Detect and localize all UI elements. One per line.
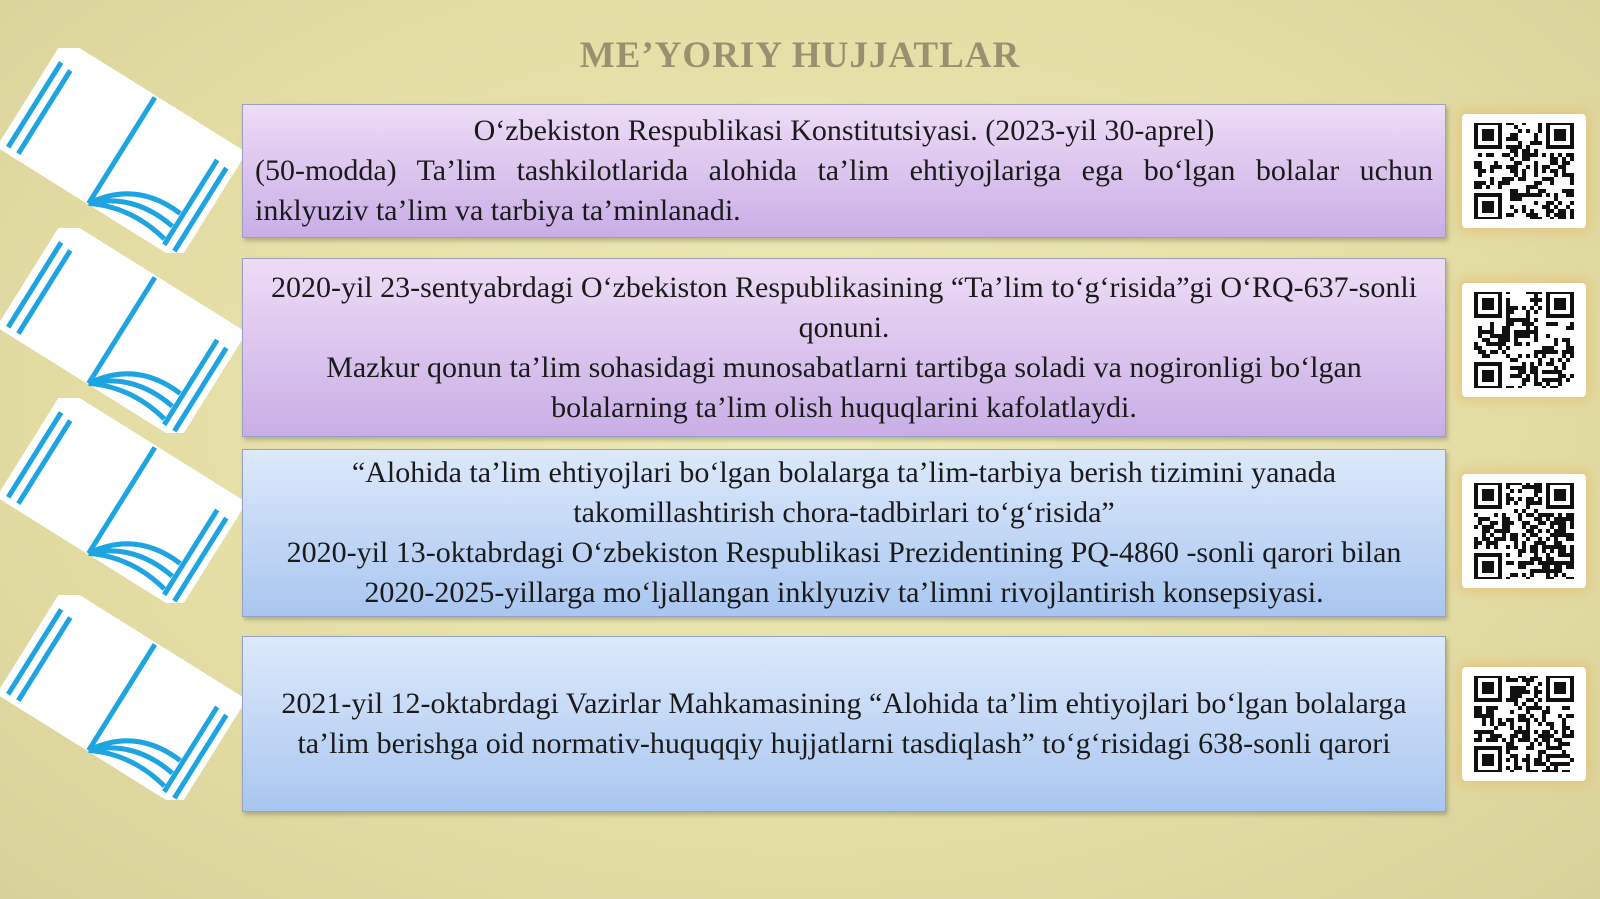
document-heading: O‘zbekiston Respublikasi Konstitutsiyasi. (2023-yil 30-aprel) [473,114,1215,147]
open-book-icon [0,398,245,603]
qr-code-4[interactable] [1462,667,1586,781]
open-book-icon [0,595,245,800]
page-title: ME’YORIY HUJJATLAR [579,35,1021,76]
open-book-icon [0,48,245,253]
qr-code-2[interactable] [1462,283,1586,397]
document-card-cabinet-resolution [242,636,1446,812]
qr-code-icon [1472,123,1576,219]
qr-code-icon [1472,676,1576,772]
qr-code-3[interactable] [1462,474,1586,588]
qr-code-1[interactable] [1462,114,1586,228]
document-body: Mazkur qonun ta’lim sohasidagi munosabatlarni tartibga soladi va nogironligi bo‘lgan bolalarning ta’lim olish huquqlarini kafolatlaydi. [326,350,1362,424]
document-body: 2020-yil 13-oktabrdagi O‘zbekiston Respublikasi Prezidentining PQ-4860 -sonli qarori bilan 2020-2025-yillarga mo‘ljallangan inklyuziv ta’limni rivojlantirish konsepsiyasi. [286,536,1402,609]
document-card-presidential-decree [242,449,1446,617]
document-card-education-law [242,258,1446,437]
document-heading: 2020-yil 23-sentyabrdagi O‘zbekiston Respublikasining “Ta’lim to‘g‘risida”gi O‘RQ-637-sonli qonuni. [270,270,1418,344]
document-heading: 2021-yil 12-oktabrdagi Vazirlar Mahkamasining “Alohida ta’lim ehtiyojlari bo‘lgan bolalarga ta’lim berishga oid normativ-huquqqiy hujjatlarni tasdiqlash” to‘g‘risidagi 638-sonli qarori [281,687,1407,760]
qr-code-icon [1472,292,1576,388]
qr-code-icon [1472,483,1576,579]
document-body: (50-modda) Ta’lim tashkilotlarida alohida ta’lim ehtiyojlariga ega bo‘lgan bolalar uchun inklyuziv ta’lim va tarbiya ta’minlanadi. [255,154,1433,227]
document-heading: “Alohida ta’lim ehtiyojlari bo‘lgan bolalarga ta’lim-tarbiya berish tizimini yanada takomillashtirish chora-tadbirlari to‘g‘risida” [351,456,1337,529]
document-card-constitution [242,104,1446,238]
